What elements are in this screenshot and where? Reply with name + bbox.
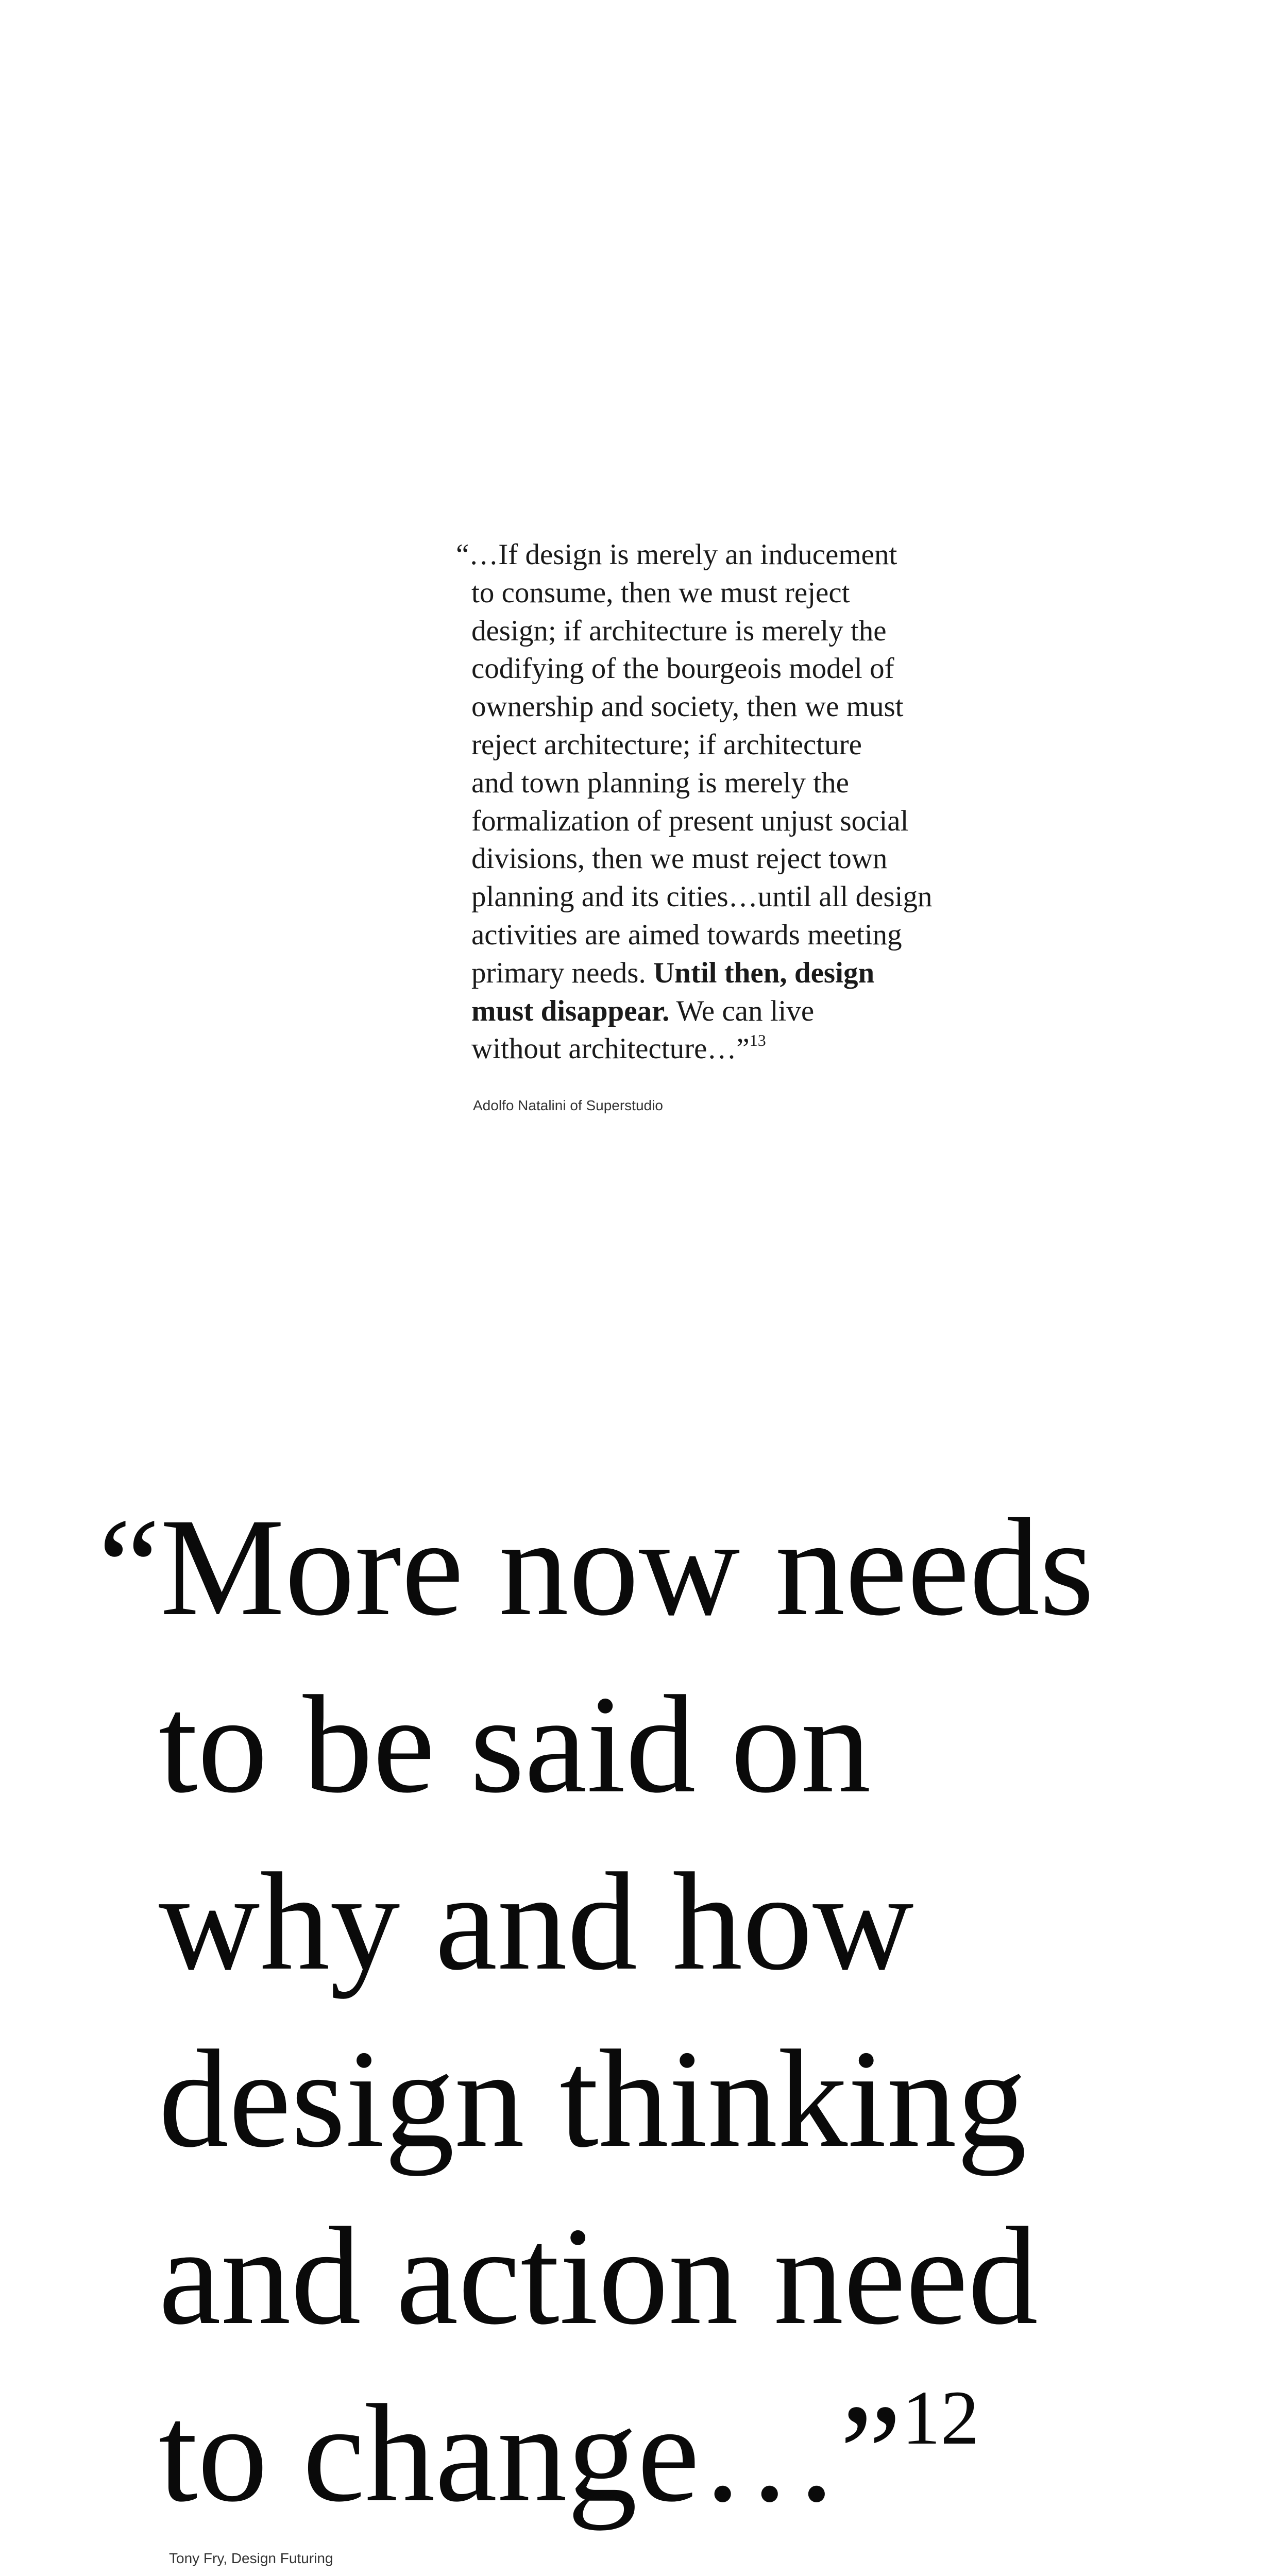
quote-line: to consume, then we must reject — [471, 576, 850, 609]
quote-line: and action need — [159, 2198, 1038, 2353]
quote-superstudio — [456, 536, 1033, 1068]
quote-text: We can live — [669, 994, 815, 1027]
quote-line: to be said on — [159, 1667, 871, 1822]
quote-line: design thinking — [159, 2021, 1027, 2176]
quote-line — [456, 992, 1033, 1030]
quote-text: primary needs. — [471, 956, 653, 989]
quote-line: “More now needs — [98, 1489, 1094, 1645]
footnote-marker: 13 — [749, 1031, 766, 1050]
quote-line: divisions, then we must reject town — [471, 842, 888, 875]
quote-text: without architecture…” — [471, 1032, 750, 1065]
quote-line: “…If design is merely an inducement — [456, 538, 897, 571]
quote-line: and town planning is merely the — [471, 766, 849, 799]
quote-line — [456, 954, 1033, 992]
quote-line — [98, 2365, 1283, 2542]
quote-emphasis: must disappear. — [471, 994, 670, 1027]
quote-attribution: Tony Fry, Design Futuring — [169, 2550, 333, 2566]
quote-line: why and how — [159, 1844, 914, 1999]
footnote-marker: 12 — [902, 2375, 979, 2461]
quote-line — [456, 1030, 1033, 1068]
quote-attribution: Adolfo Natalini of Superstudio — [473, 1097, 663, 1113]
quote-text: to change…” — [159, 2376, 902, 2531]
quote-line: codifying of the bourgeois model of — [471, 652, 894, 685]
quote-line: design; if architecture is merely the — [471, 614, 887, 647]
quote-line: planning and its cities…until all design — [471, 880, 933, 913]
quote-line: ownership and society, then we must — [471, 690, 904, 723]
quote-line: formalization of present unjust social — [471, 804, 909, 837]
quote-emphasis: Until then, design — [653, 956, 875, 989]
quote-line: activities are aimed towards meeting — [471, 918, 902, 951]
quote-line: reject architecture; if architecture — [471, 728, 862, 761]
quote-fry — [98, 1479, 1283, 2542]
